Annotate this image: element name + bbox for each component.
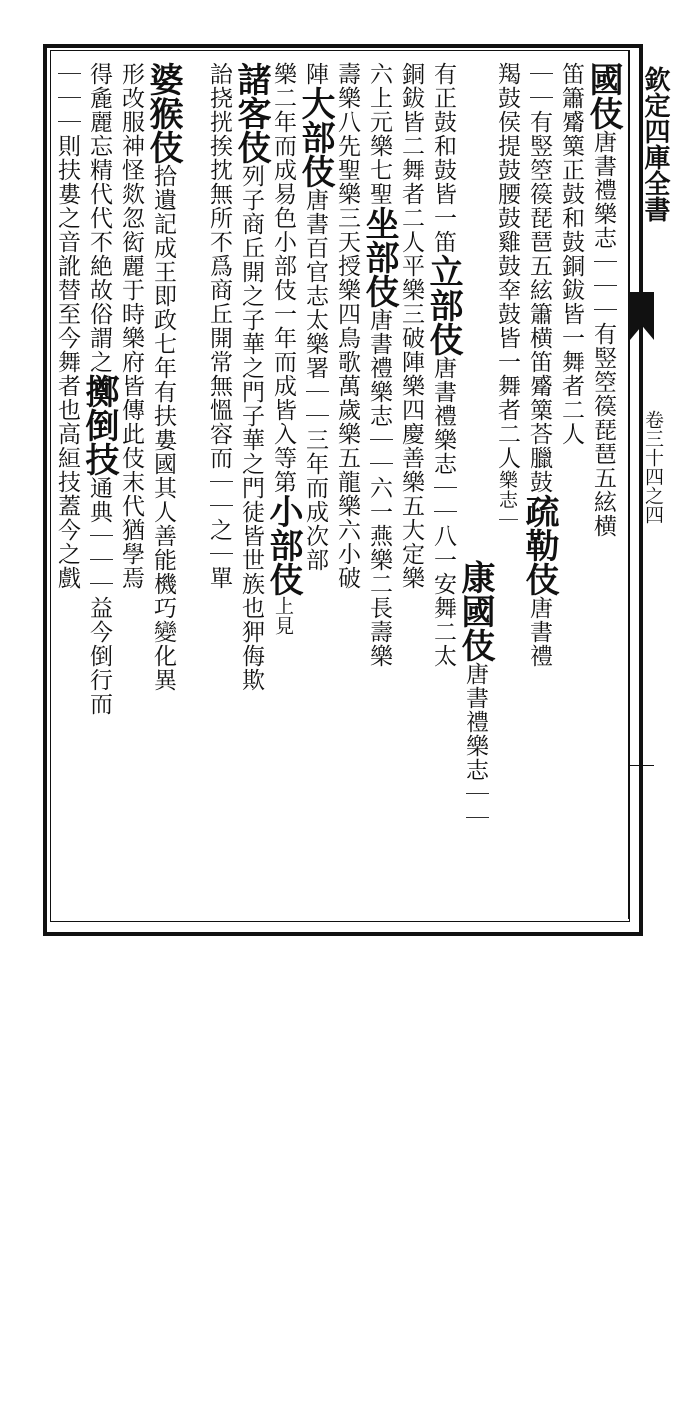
heading-xiaobuji: 小部伎 [263, 494, 303, 596]
column-16 [79, 62, 119, 922]
column-11 [263, 62, 303, 922]
column-text: 得麁麗忘精代代不絶故俗謂之 [86, 62, 112, 374]
column-2 [556, 62, 586, 922]
column-text: 列子商丘開之子華之門子華之門徒皆世族也狎侮欺 [238, 164, 264, 692]
column-text: 羯鼓侯提鼓腰鼓雞鼓㚔鼓皆一舞者二人 [494, 62, 520, 470]
heading-dabuji: 大部伎 [295, 86, 335, 188]
book-title: 欽定四庫全書 [640, 66, 670, 222]
column-12 [231, 62, 271, 922]
column-text: 唐書禮樂志｜｜八一安舞二太 [430, 356, 456, 668]
volume-label: 卷三十四之四 [642, 410, 664, 524]
heading-zhukeji: 諸客伎 [231, 62, 271, 164]
column-text: 陣 [302, 62, 328, 86]
column-text: 壽樂八先聖樂 [334, 62, 360, 206]
column-text: 拾遺記成王即政七年有扶婁國其人善能機巧變化異 [150, 164, 176, 692]
column-1 [583, 62, 623, 922]
column-text: 有正鼓和鼓皆一笛 [430, 62, 456, 254]
heading-shuleji: 疏勒伎 [519, 494, 559, 596]
column-6 [423, 62, 463, 922]
column-5 [455, 560, 495, 1420]
column-text: 唐書禮樂志｜｜六一燕樂二長壽樂 [366, 308, 392, 668]
column-8 [359, 62, 399, 922]
heading-pohouji: 婆猴伎 [143, 62, 183, 164]
column-text: 三天授樂四鳥歌萬歲樂五龍樂六小破 [334, 206, 360, 590]
column-text: ｜｜｜則扶婁之音訛替至今 [54, 62, 80, 350]
column-text: 唐書禮 [526, 596, 552, 668]
column-13 [204, 62, 234, 922]
column-17 [52, 62, 82, 922]
column-text: 形改服神怪欻忽衒麗于時樂府皆傳此伎末代猶學焉 [118, 62, 144, 590]
column-10 [295, 62, 335, 922]
column-text: 舞者也高絙技蓋今之戲 [54, 350, 80, 590]
margin-rule [630, 765, 654, 790]
column-15 [116, 62, 146, 922]
column-text: 樂 [270, 62, 296, 86]
column-text: 詒挠挄挨抌無所不爲商丘開常無慍容而｜｜之｜單 [206, 62, 232, 590]
column-3 [519, 62, 559, 922]
column-text: 二年而成易色小部伎一年而成皆入等第 [270, 86, 296, 494]
column-text: 唐書百官志太樂署｜｜三年而成次部 [302, 188, 328, 572]
column-text: ｜｜有竪箜篌琵琶五絃簫横笛觱篥荅臘鼓 [526, 62, 552, 494]
heading-zuobuji: 坐部伎 [359, 206, 399, 308]
column-text: 平樂三破陣樂四慶善樂五大定樂 [398, 254, 424, 590]
annotation: 樂志｜ [496, 470, 518, 530]
column-14 [143, 62, 183, 922]
column-text: 唐書禮樂志｜｜｜有竪箜篌琵琶五絃横 [590, 130, 616, 538]
column-4 [492, 62, 522, 922]
column-text: 唐書禮樂志｜｜ [462, 662, 488, 830]
margin-divider [628, 51, 629, 919]
heading-libuji: 立部伎 [423, 254, 463, 356]
annotation: 上見 [272, 596, 294, 636]
column-text: 六上元樂七聖 [366, 62, 392, 206]
column-7 [396, 62, 426, 922]
heading-zhidaoji: 擲倒技 [79, 374, 119, 476]
column-text: 笛簫觱篥正鼓和鼓銅鈸皆一舞者二人 [558, 62, 584, 446]
heading-guoji: 國伎 [583, 62, 623, 130]
column-text: 通典｜｜｜益今倒行而 [86, 476, 112, 716]
column-9 [332, 62, 362, 922]
heading-kangguoji: 康國伎 [455, 560, 495, 662]
column-text: 銅鈸皆二舞者二人 [398, 62, 424, 254]
